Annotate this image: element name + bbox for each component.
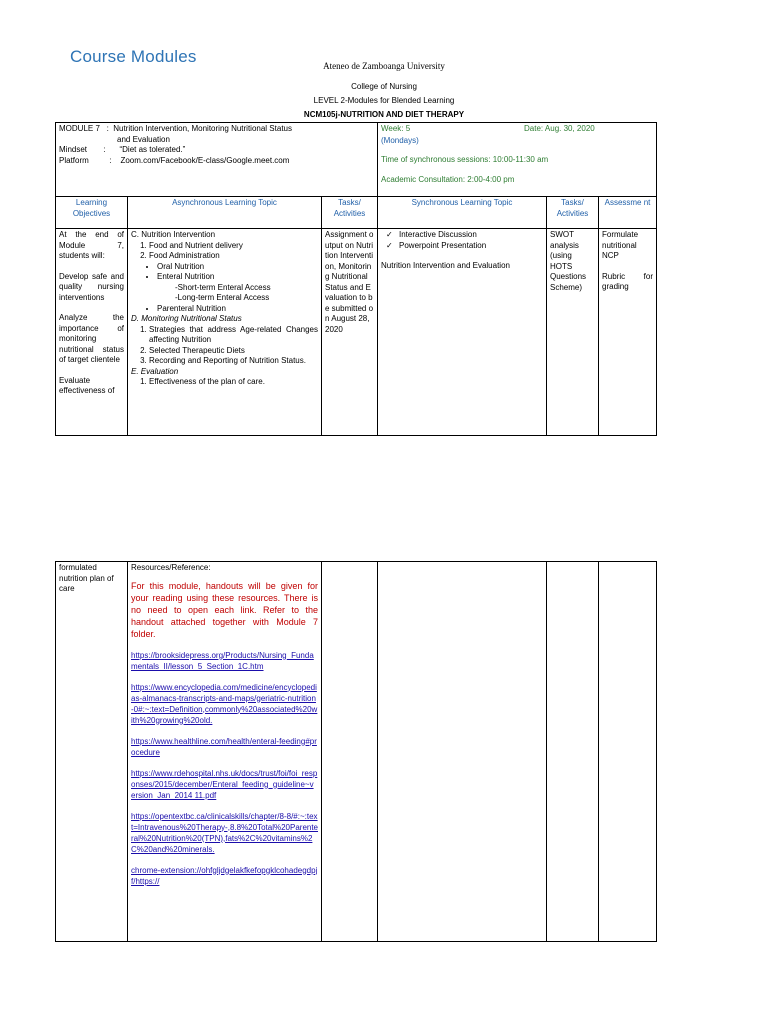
async-d-heading: D. Monitoring Nutritional Status [131, 314, 242, 323]
tasks-2-cell: SWOT analysis (using HOTS Questions Scheme) [547, 229, 599, 436]
course-code: NCM105j-NUTRITION AND DIET THERAPY [303, 110, 465, 119]
resources-table [55, 561, 657, 942]
empty-cell-tasks [322, 562, 378, 942]
assessment-cell [599, 229, 657, 436]
tasks-cell: Assignment output on Nutrition Intervention, Monitoring Nutritional Status and Evaluation to be submitted on August 28, 2020 [322, 229, 378, 436]
content-row [56, 229, 657, 436]
platform-label: Platform [59, 155, 89, 165]
mindset-sep: : [103, 145, 106, 154]
mindset-label: Mindset [59, 145, 88, 154]
week-label: Week: 5 [381, 124, 411, 133]
university-name: Ateneo de Zamboanga University [323, 61, 445, 71]
sync-powerpoint: ✓ Powerpoint Presentation [399, 241, 543, 252]
sync-interactive-discussion: ✓ Interactive Discussion [399, 230, 543, 241]
async-oral: • Oral Nutrition [157, 262, 318, 273]
async-long-term: -Long-term Enteral Access [175, 293, 270, 302]
objective-develop: Develop safe and quality nursing interventions [59, 271, 124, 302]
async-d3: 3. Recording and Reporting of Nutrition Status. [149, 356, 318, 367]
resources-cell [128, 562, 322, 942]
async-c2: 2. Food Administration [149, 251, 318, 262]
async-d2: 2. Selected Therapeutic Diets [149, 346, 318, 357]
assessment-ncp: Formulate nutritional NCP [602, 230, 639, 260]
resources-label: Resources/Reference: [131, 563, 211, 572]
empty-cell-sync [378, 562, 547, 942]
module-info-row [56, 123, 657, 197]
consultation-time: Academic Consultation: 2:00-4:00 pm [381, 175, 515, 184]
resource-link-chrome-extension[interactable]: chrome-extension://ohfgljdgelakfkefopgklcohadegdpjf/https:// [131, 865, 318, 886]
async-topic-cell [128, 229, 322, 436]
resource-link-opentextbc[interactable]: https://opentextbc.ca/clinicalskills/chapter/8-8/#:~:text=Intravenous%20Therapy-,8.8%20Total%20Parenteral%20Nutrition%20(TPN),fats%2C%20vitamins%2C%20and%20minerals. [131, 811, 319, 854]
level-title: LEVEL 2-Modules for Blended Learning [313, 96, 455, 105]
async-enteral: • Enteral Nutrition [157, 272, 318, 283]
resources-row [56, 562, 657, 942]
objective-evaluate: Evaluate effectiveness of [59, 375, 115, 395]
objective-intro: At the end of Module 7, students will: [59, 230, 124, 260]
col-header-sync-topic: Synchronous Learning Topic [378, 197, 547, 229]
col-header-objectives: Learning Objectives [56, 197, 128, 229]
async-c-heading: C. Nutrition Intervention [131, 230, 216, 239]
sync-time: Time of synchronous sessions: 10:00-11:30 am [381, 154, 549, 164]
empty-cell-assessment [599, 562, 657, 942]
async-c1: 1. Food and Nutrient delivery [149, 241, 318, 252]
platform-line [59, 156, 374, 167]
async-e-heading: E. Evaluation [131, 366, 179, 376]
week-day: (Mondays) [381, 136, 419, 145]
date-label: Date: Aug. 30, 2020 [524, 124, 595, 133]
async-parenteral: • Parenteral Nutrition [157, 304, 318, 315]
col-header-assessment: Assessme nt [599, 197, 657, 229]
module-info-cell [56, 123, 378, 197]
async-short-term: -Short-term Enteral Access [175, 282, 271, 292]
resource-link-rdehospital[interactable]: https://www.rdehospital.nhs.uk/docs/trust/foi/foi_responses/2015/december/Enteral_feeding_guideline~version_Jan_2014 11.pdf [131, 768, 318, 800]
mindset-value: “Diet as tolerated.” [119, 145, 186, 154]
column-header-row [56, 197, 657, 229]
college-name: College of Nursing [351, 82, 417, 91]
platform-sep: : [109, 155, 112, 165]
resources-note: For this module, handouts will be given for your reading using these resources. There is no need to open each link. Refer to the handout attached together with Module 7 folder. [131, 580, 318, 639]
objectives-cont-cell: formulated nutrition plan of care [56, 562, 128, 942]
resource-link-encyclopedia[interactable]: https://www.encyclopedia.com/medicine/encyclopedias-almanacs-transcripts-and-maps/geriatric-nutrition-0#:~:text=Definition,commonly%20associated%20with%20growing%20old. [131, 682, 318, 725]
objective-analyze: Analyze the importance of monitoring nutritional status of target clientele [59, 313, 124, 364]
course-modules-title: Course Modules [70, 47, 197, 66]
empty-cell-tasks-2 [547, 562, 599, 942]
col-header-tasks-2: Tasks/ Activities [547, 197, 599, 229]
async-e1: 1. Effectiveness of the plan of care. [149, 377, 318, 388]
col-header-async-topic: Asynchronous Learning Topic [128, 197, 322, 229]
resource-link-brookside[interactable]: https://brooksidepress.org/Products/Nursing_Fundamentals_II/lesson_5_Section_1C.htm [131, 650, 314, 671]
module-title: MODULE 7 : Nutrition Intervention, Monitoring Nutritional Status [59, 124, 292, 133]
sync-topic-cell [378, 229, 547, 436]
assessment-rubric: Rubric for grading [602, 271, 654, 291]
objectives-cell [56, 229, 128, 436]
async-d1: 1. Strategies that address Age-related Changes affecting Nutrition [149, 325, 318, 346]
col-header-tasks: Tasks/ Activities [322, 197, 378, 229]
module-table [55, 122, 657, 436]
platform-value: Zoom.com/Facebook/E-class/Google.meet.com [120, 155, 290, 165]
sync-topic-title: Nutrition Intervention and Evaluation [381, 261, 510, 270]
module-title-cont: and Evaluation [117, 134, 170, 144]
schedule-cell [378, 123, 657, 197]
resource-link-healthline[interactable]: https://www.healthline.com/health/enteral-feeding#procedure [131, 736, 317, 757]
mindset-line [59, 145, 374, 156]
